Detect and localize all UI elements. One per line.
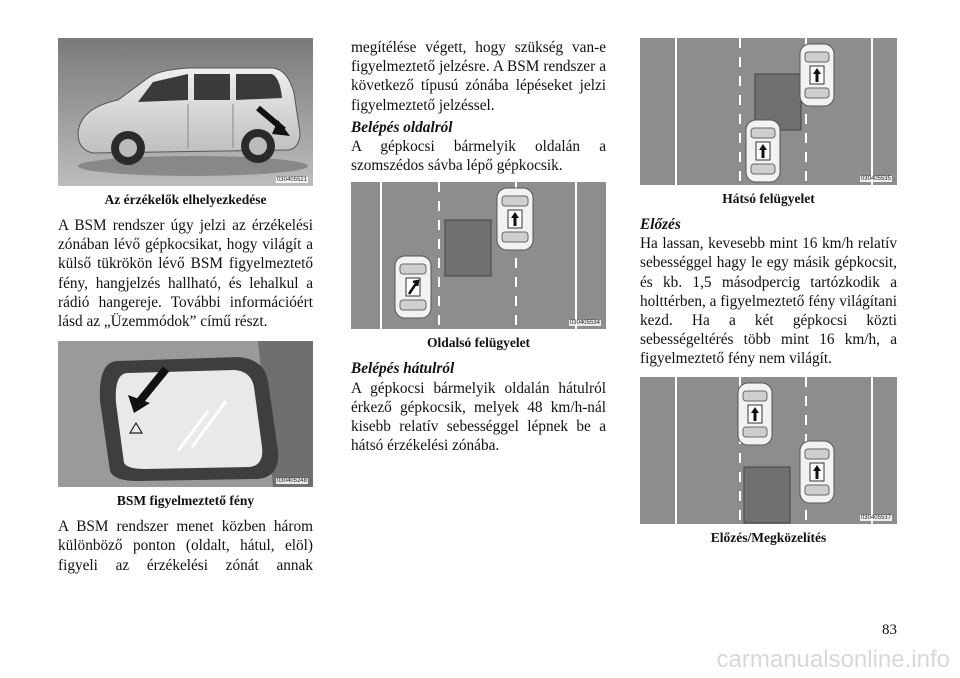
car-bottom-left [395, 256, 431, 318]
figure-rear-monitoring [640, 38, 897, 185]
paragraph-side-entry: A gépkocsi bármelyik oldalán a szomszédos sávba lépő gépkocsik. [351, 138, 606, 175]
figure-id: 030405248 [276, 478, 307, 485]
figure-caption: BSM figyelmeztető fény [116, 493, 255, 509]
figure-caption: Oldalsó felügyelet [426, 335, 531, 351]
paragraph-monitoring-start: A BSM rendszer menet közben három különböző ponton (oldalt, hátul, elöl) figyeli az érzékelési zónát annak [58, 518, 313, 574]
car-being-overtaken-right [800, 441, 834, 503]
mirror-illustration [58, 341, 313, 487]
rear-monitoring-diagram [640, 38, 897, 185]
figure-overtake [640, 377, 897, 524]
heading-overtake: Előzés [640, 216, 681, 233]
figure-caption: Hátsó felügyelet [722, 191, 815, 206]
heading-side-entry: Belépés oldalról [351, 118, 453, 136]
figure-id: 030405534 [569, 320, 600, 327]
figure-caption: Az érzékelők elhelyezkedése [104, 192, 267, 207]
minivan-illustration [58, 38, 313, 186]
watermark: carmanualsonline.info [716, 646, 950, 673]
figure-id: 030405521 [276, 177, 307, 183]
figure-caption: Előzés/Megközelítés [710, 529, 827, 545]
side-monitoring-diagram [351, 182, 606, 329]
paragraph-monitoring-end: megítélése végett, hogy szükség van-e figyelmeztető jelzésre. A BSM rendszer a következő típusú zónába lépéseket jelzi figyelmeztető jelzéssel. [351, 39, 606, 114]
figure-side-monitoring [351, 182, 606, 329]
column-middle [351, 38, 606, 455]
car-front-right [800, 44, 834, 106]
column-right [640, 38, 897, 554]
page-number: 83 [882, 622, 897, 638]
figure-id: 030405537 [860, 514, 891, 521]
paragraph-intro: A BSM rendszer úgy jelzi az érzékelési zónában lévő gépkocsikat, hogy világít a külső tükrökön lévő BSM figyelmeztető fény, hangjelzés hallható, és lehalkul a rádió hangereje. További információért lásd az „Üzemmódok” című részt. [58, 217, 313, 331]
paragraph-overtake: Ha lassan, kevesebb mint 16 km/h relatív sebességgel hagy le egy másik gépkocsit, és kb. 1,5 másodpercig tartózkodik a holttérben, a figyelmeztető fény világítani kezd. Ha a két gépkocsi közti sebességeltérés több mint 16 km/h, a figyelmeztető fény nem világít. [640, 235, 897, 368]
paragraph-rear-entry: A gépkocsi bármelyik oldalán hátulról érkező gépkocsik, melyek 48 km/h-nál kisebb relatív sebességgel lépnek be a hátsó érzékelési zónába. [351, 379, 606, 455]
figure-sensor-location [58, 38, 313, 186]
overtake-diagram [640, 377, 897, 524]
car-rear-left [746, 120, 780, 182]
car-top-right [497, 188, 533, 250]
figure-bsm-warning-light [58, 341, 313, 487]
heading-rear-entry: Belépés hátulról [351, 360, 455, 378]
figure-id: 030405535 [860, 176, 891, 182]
column-left [58, 38, 313, 575]
car-overtaking-left [738, 383, 772, 445]
